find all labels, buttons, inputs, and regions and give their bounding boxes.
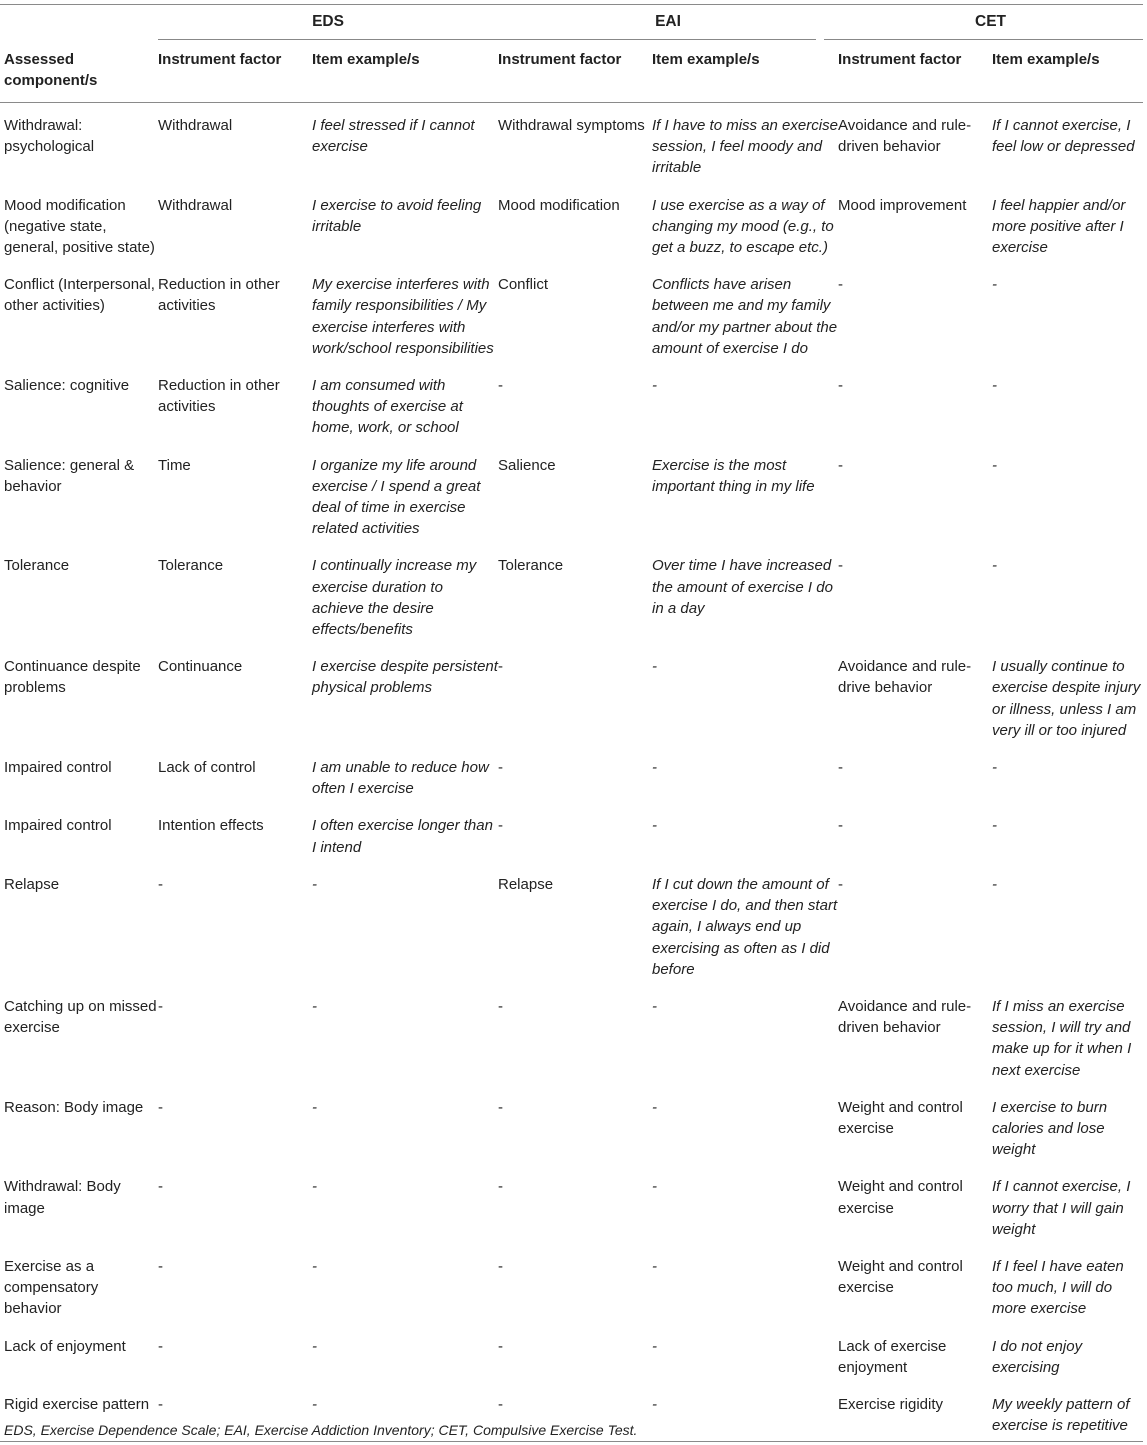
cell-cet-example: I do not enjoy exercising — [992, 1337, 1083, 1376]
group-label-eai: EAI — [655, 13, 681, 31]
group-underline-cet — [824, 39, 1143, 40]
table-row — [0, 543, 1143, 644]
cell-eai-factor: - — [498, 1337, 503, 1355]
cell-eai-factor: - — [498, 817, 503, 835]
cell-component: Tolerance — [4, 557, 70, 575]
group-header-empty — [0, 4, 158, 40]
cell-cet-example: - — [992, 276, 997, 294]
cell-eds-factor: - — [158, 875, 163, 893]
table-row — [0, 644, 1143, 745]
cell-cet-example: I feel happier and/or more positive after I exercise — [992, 196, 1126, 257]
cell-cet-example: - — [992, 817, 997, 835]
cell-eai-example: I use exercise as a way of changing my mood (e.g., to get a buzz, to escape etc.) — [652, 196, 834, 257]
cell-eds-example: - — [312, 1337, 317, 1355]
group-underline-eai — [463, 39, 816, 40]
cell-eds-example: I organize my life around exercise / I spend a great deal of time in exercise related activities — [312, 456, 481, 538]
table-footnote: EDS, Exercise Dependence Scale; EAI, Exercise Addiction Inventory; CET, Compulsive Exercise Test. — [4, 1422, 638, 1438]
cell-eds-example: I often exercise longer than I intend — [312, 817, 493, 856]
cell-component: Impaired control — [4, 817, 112, 835]
cell-eai-factor: Relapse — [498, 875, 554, 893]
table-row — [0, 1244, 1143, 1324]
cell-eai-factor: - — [498, 1257, 503, 1275]
col-header-cet-factor: Instrument factor — [838, 51, 962, 68]
cell-eai-example: - — [652, 759, 657, 777]
cell-eds-example: My exercise interferes with family responsibilities / My exercise interferes with work/school responsibilities — [312, 276, 494, 357]
cell-eai-example: - — [652, 1178, 657, 1196]
group-underline-eds — [158, 39, 486, 40]
cell-cet-example: If I feel I have eaten too much, I will do more exercise — [992, 1257, 1124, 1318]
cell-cet-example: - — [992, 377, 997, 395]
cell-eai-factor: - — [498, 759, 503, 777]
cell-eai-factor: - — [498, 1382, 652, 1442]
cell-eai-example: - — [652, 658, 657, 676]
col-header-component: Assessed component/s — [4, 51, 98, 90]
table-row — [0, 1324, 1143, 1382]
table-row — [0, 862, 1143, 984]
col-header-eds-factor: Instrument factor — [158, 51, 282, 68]
cell-cet-example: - — [992, 759, 997, 777]
cell-cet-factor: - — [838, 817, 843, 835]
cell-component: Salience: cognitive — [4, 377, 130, 395]
cell-eds-factor: Withdrawal — [158, 103, 312, 183]
group-header-cet — [838, 4, 1143, 40]
cell-cet-example: My weekly pattern of exercise is repetitive — [992, 1382, 1143, 1442]
cell-eds-factor: Continuance — [158, 658, 243, 676]
group-header-eai — [498, 4, 838, 40]
cell-eds-factor: Reduction in other activities — [158, 377, 280, 416]
cell-eds-example: - — [312, 997, 317, 1015]
table-row — [0, 745, 1143, 803]
cell-eds-example: - — [312, 1382, 498, 1442]
cell-component: Continuance despite problems — [4, 658, 141, 697]
cell-component: Withdrawal: Body image — [4, 1178, 121, 1217]
cell-component: Withdrawal: psychological — [0, 103, 158, 183]
table-row — [0, 1085, 1143, 1165]
cell-eai-example: Exercise is the most important thing in my life — [652, 456, 815, 495]
cell-cet-example: If I miss an exercise session, I will try and make up for it when I next exercise — [992, 997, 1132, 1079]
cell-cet-factor: Avoidance and rule-drive behavior — [838, 658, 972, 697]
cell-cet-factor: - — [838, 557, 843, 575]
col-header-cet-example: Item example/s — [992, 51, 1100, 68]
cell-component: Mood modification (negative state, general, positive state) — [4, 196, 155, 257]
cell-eds-example: - — [312, 1178, 317, 1196]
cell-cet-example: I exercise to burn calories and lose weight — [992, 1098, 1108, 1159]
cell-eai-factor: Mood modification — [498, 196, 620, 214]
cell-eai-factor: - — [498, 1178, 503, 1196]
table-row — [0, 1164, 1143, 1244]
cell-eds-factor: Withdrawal — [158, 196, 233, 214]
cell-component: Impaired control — [4, 759, 112, 777]
cell-eds-example: - — [312, 1098, 317, 1116]
cell-cet-example: - — [992, 557, 997, 575]
table-row — [0, 443, 1143, 544]
cell-component: Relapse — [4, 875, 60, 893]
table-row — [0, 262, 1143, 363]
cell-eds-example: I exercise despite persistent physical problems — [312, 658, 498, 697]
cell-eai-example: - — [652, 1382, 838, 1442]
cell-cet-factor: Lack of exercise enjoyment — [838, 1337, 947, 1376]
cell-eai-example: Conflicts have arisen between me and my family and/or my partner about the amount of exercise I do — [652, 276, 838, 357]
cell-eds-factor: Lack of control — [158, 759, 256, 777]
cell-eds-factor: Intention effects — [158, 817, 264, 835]
cell-eds-example: I continually increase my exercise duration to achieve the desire effects/benefits — [312, 557, 477, 639]
cell-component: Exercise as a compensatory behavior — [4, 1257, 99, 1318]
cell-eds-factor: Time — [158, 456, 191, 474]
table-row — [0, 183, 1143, 263]
cell-eai-factor: Salience — [498, 456, 556, 474]
cell-cet-factor: - — [838, 377, 843, 395]
cell-eds-example: - — [312, 875, 317, 893]
cell-cet-example: If I cannot exercise, I feel low or depressed — [992, 103, 1143, 183]
cell-eai-example: - — [652, 1257, 657, 1275]
group-label-cet: CET — [975, 13, 1006, 31]
cell-eai-factor: Withdrawal symptoms — [498, 103, 652, 183]
cell-eai-factor: - — [498, 377, 503, 395]
cell-eai-example: - — [652, 997, 657, 1015]
cell-cet-factor: Avoidance and rule-driven behavior — [838, 997, 972, 1037]
cell-component: Rigid exercise pattern — [0, 1382, 158, 1442]
cell-eds-factor: - — [158, 1382, 312, 1442]
cell-cet-factor: Weight and control exercise — [838, 1178, 963, 1217]
cell-eds-example: - — [312, 1257, 317, 1275]
cell-eai-example: Over time I have increased the amount of exercise I do in a day — [652, 557, 833, 617]
cell-component: Salience: general & behavior — [4, 456, 135, 495]
instrument-comparison-table — [0, 4, 1143, 1442]
cell-eds-example: I feel stressed if I cannot exercise — [312, 103, 498, 183]
cell-eai-example: - — [652, 1337, 657, 1355]
cell-cet-factor: Weight and control exercise — [838, 1098, 963, 1137]
cell-eai-factor: - — [498, 658, 503, 676]
cell-eds-factor: - — [158, 1337, 163, 1355]
cell-eai-example: - — [652, 1098, 657, 1116]
cell-eai-example: - — [652, 377, 657, 395]
col-header-eds-example: Item example/s — [312, 51, 420, 68]
cell-cet-example: If I cannot exercise, I worry that I will gain weight — [992, 1178, 1131, 1238]
cell-eds-factor: - — [158, 1098, 163, 1116]
table-row — [0, 103, 1143, 183]
cell-eds-factor: - — [158, 997, 163, 1015]
cell-eai-example: - — [652, 817, 657, 835]
cell-eds-factor: - — [158, 1178, 163, 1196]
group-label-eds: EDS — [312, 13, 344, 31]
cell-cet-factor: Weight and control exercise — [838, 1257, 963, 1297]
cell-eds-example: I am consumed with thoughts of exercise at home, work, or school — [312, 377, 463, 437]
cell-cet-factor: Exercise rigidity — [838, 1382, 992, 1442]
cell-eai-factor: - — [498, 1098, 503, 1116]
column-header-row — [0, 40, 1143, 103]
cell-cet-example: - — [992, 875, 997, 893]
cell-eds-example: I exercise to avoid feeling irritable — [312, 196, 482, 235]
cell-eai-factor: Tolerance — [498, 557, 564, 575]
group-header-row — [0, 4, 1143, 40]
cell-eai-example: If I cut down the amount of exercise I do, and then start again, I always end up exercising as often as I did before — [652, 875, 838, 978]
table-row — [0, 984, 1143, 1085]
cell-eai-factor: - — [498, 997, 503, 1015]
col-header-eai-example: Item example/s — [652, 51, 760, 68]
cell-component: Lack of enjoyment — [4, 1337, 126, 1355]
cell-component: Reason: Body image — [4, 1098, 144, 1116]
cell-eai-factor: Conflict — [498, 276, 549, 294]
cell-eai-example: If I have to miss an exercise session, I feel moody and irritable — [652, 103, 838, 183]
cell-cet-factor: Mood improvement — [838, 196, 967, 214]
cell-cet-factor: - — [838, 759, 843, 777]
cell-cet-factor: Avoidance and rule-driven behavior — [838, 103, 992, 183]
table-row — [0, 803, 1143, 861]
cell-eds-example: I am unable to reduce how often I exercise — [312, 759, 489, 798]
cell-cet-factor: - — [838, 456, 843, 474]
table-row — [0, 363, 1143, 443]
cell-eds-factor: Reduction in other activities — [158, 276, 280, 315]
cell-eds-factor: - — [158, 1257, 163, 1275]
cell-component: Conflict (Interpersonal, other activities) — [4, 276, 155, 315]
cell-cet-example: - — [992, 456, 997, 474]
col-header-eai-factor: Instrument factor — [498, 51, 622, 68]
group-header-eds — [158, 4, 498, 40]
cell-component: Catching up on missed exercise — [4, 997, 157, 1037]
cell-eds-factor: Tolerance — [158, 557, 224, 575]
cell-cet-factor: - — [838, 276, 843, 294]
table-body — [0, 103, 1143, 1442]
cell-cet-factor: - — [838, 875, 843, 893]
cell-cet-example: I usually continue to exercise despite injury or illness, unless I am very ill or too injured — [992, 658, 1141, 739]
